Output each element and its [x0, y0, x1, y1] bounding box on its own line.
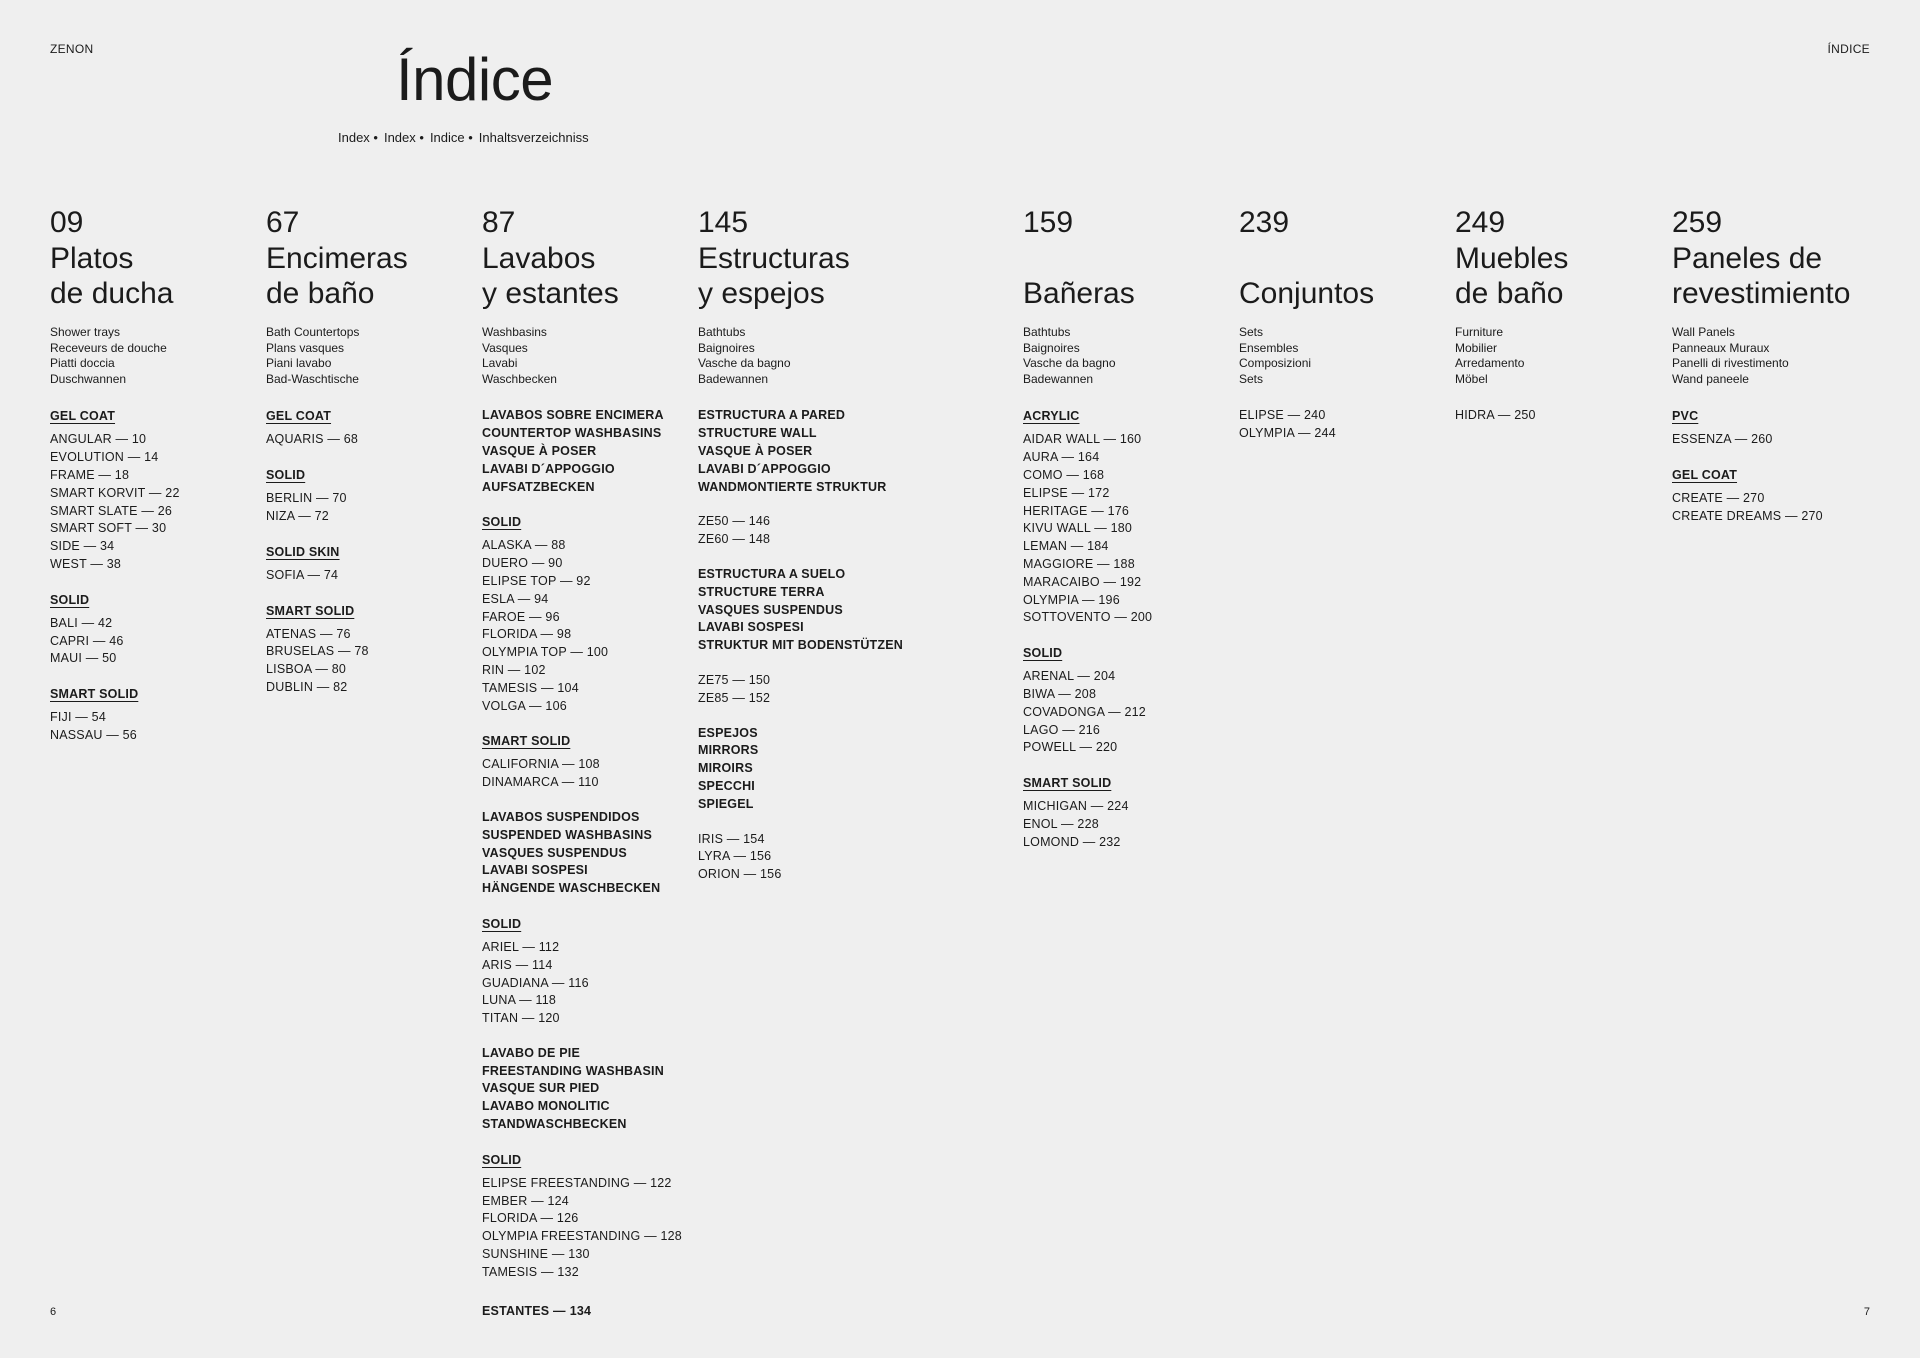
- index-entry[interactable]: OLYMPIA FREESTANDING — 128: [482, 1229, 682, 1244]
- index-group: [482, 809, 692, 898]
- heading-line: revestimiento: [1672, 277, 1851, 310]
- index-entry[interactable]: RIN — 102: [482, 662, 546, 677]
- subsection-title: LAVABI SOSPESI: [698, 620, 804, 635]
- index-entry[interactable]: LYRA — 156: [698, 849, 772, 864]
- index-entry[interactable]: ELIPSE FREESTANDING — 122: [482, 1175, 672, 1190]
- group-label: SOLID: [482, 916, 522, 931]
- subsection-title: HÄNGENDE WASCHBECKEN: [482, 881, 661, 896]
- section-translations: [698, 325, 908, 387]
- index-entry[interactable]: TAMESIS — 132: [482, 1264, 579, 1279]
- subsection-title: VASQUE À POSER: [482, 443, 597, 458]
- index-entry[interactable]: ALASKA — 88: [482, 538, 566, 553]
- section-page-number: 145: [698, 206, 749, 239]
- index-entry[interactable]: COVADONGA — 212: [1023, 704, 1146, 719]
- index-entry[interactable]: BRUSELAS — 78: [266, 644, 369, 659]
- subsection-title: VASQUES SUSPENDUS: [482, 845, 627, 860]
- subtitle-part: Index •: [338, 130, 378, 145]
- translation-line: Furniture: [1455, 325, 1504, 339]
- page-number-right: 7: [1863, 1306, 1870, 1318]
- group-label: SOLID SKIN: [266, 544, 340, 559]
- section-name: ÍNDICE: [1827, 42, 1870, 56]
- index-entry[interactable]: EMBER — 124: [482, 1193, 569, 1208]
- section-heading: [698, 241, 908, 311]
- index-entry[interactable]: SMART SLATE — 26: [50, 503, 172, 518]
- heading-line: Platos: [50, 242, 134, 275]
- index-entry[interactable]: MARACAIBO — 192: [1023, 574, 1142, 589]
- subtitle-part: Index •: [383, 130, 424, 145]
- page-title: Índice: [396, 46, 554, 113]
- index-group: [1239, 407, 1449, 443]
- index-group: [698, 407, 908, 496]
- subsection-title: LAVABO MONOLITIC: [482, 1099, 610, 1114]
- section-translations: [1239, 325, 1449, 387]
- index-entry[interactable]: SUNSHINE — 130: [482, 1247, 590, 1262]
- index-entry[interactable]: OLYMPIA — 244: [1239, 426, 1336, 441]
- translation-line: Waschbecken: [482, 371, 557, 386]
- index-entry[interactable]: COMO — 168: [1023, 467, 1105, 482]
- translation-line: Piani lavabo: [266, 356, 332, 371]
- translation-line: Bad-Waschtische: [266, 371, 359, 386]
- section-translations: [266, 325, 476, 387]
- estantes-entry[interactable]: [482, 1303, 591, 1321]
- group-label: SOLID: [482, 515, 522, 530]
- index-entry[interactable]: DINAMARCA — 110: [482, 775, 599, 790]
- index-group: [482, 407, 692, 496]
- group-label: SMART SOLID: [266, 603, 355, 618]
- index-entry[interactable]: ELIPSE — 172: [1023, 485, 1110, 500]
- heading-line: Encimeras: [266, 242, 408, 275]
- index-entry[interactable]: POWELL — 220: [1023, 740, 1118, 755]
- index-entry[interactable]: AIDAR WALL — 160: [1023, 432, 1142, 447]
- subsection-title: ESTRUCTURA A PARED: [698, 408, 846, 423]
- translation-line: Ensembles: [1239, 340, 1299, 355]
- group-label: GEL COAT: [1672, 468, 1738, 483]
- index-entry[interactable]: ZE50 — 146: [698, 514, 771, 529]
- index-entry[interactable]: ARIEL — 112: [482, 939, 560, 954]
- subsection-title: STRUKTUR MIT BODENSTÜTZEN: [698, 638, 903, 653]
- index-entry[interactable]: ZE75 — 150: [698, 672, 771, 687]
- index-entry[interactable]: ELIPSE — 240: [1239, 408, 1326, 423]
- section-page-number: 239: [1239, 206, 1290, 239]
- subsection-title: AUFSATZBECKEN: [482, 479, 595, 494]
- index-group: [1455, 407, 1665, 425]
- section-translations: [1672, 325, 1882, 387]
- heading-line: Conjuntos: [1239, 277, 1375, 310]
- index-entry[interactable]: BERLIN — 70: [266, 491, 347, 506]
- index-group: [266, 407, 476, 449]
- subsection-title: WANDMONTIERTE STRUKTUR: [698, 479, 887, 494]
- translation-line: Wall Panels: [1672, 325, 1735, 339]
- index-entry[interactable]: FRAME — 18: [50, 467, 130, 482]
- index-entry[interactable]: ELIPSE TOP — 92: [482, 573, 591, 588]
- index-group: [698, 725, 908, 814]
- heading-line: Paneles de: [1672, 242, 1823, 275]
- index-entry[interactable]: BIWA — 208: [1023, 686, 1097, 701]
- translation-line: Bathtubs: [1023, 325, 1071, 339]
- index-entry[interactable]: ANGULAR — 10: [50, 432, 147, 447]
- brand-name: ZENON: [50, 42, 94, 56]
- translation-line: Shower trays: [50, 325, 121, 339]
- translation-line: Mobilier: [1455, 340, 1498, 355]
- index-entry[interactable]: IRIS — 154: [698, 831, 765, 846]
- group-label: SOLID: [1023, 646, 1063, 661]
- group-label: SOLID: [482, 1152, 522, 1167]
- index-entry[interactable]: TITAN — 120: [482, 1011, 560, 1026]
- index-group: [482, 732, 692, 792]
- heading-line: y estantes: [482, 277, 619, 310]
- section-translations: [1023, 325, 1233, 387]
- index-entry[interactable]: CAPRI — 46: [50, 633, 124, 648]
- subsection-title: MIROIRS: [698, 761, 753, 776]
- subsection-title: ESPEJOS: [698, 725, 758, 740]
- subsection-title: VASQUES SUSPENDUS: [698, 602, 843, 617]
- subsection-title: MIRRORS: [698, 743, 759, 758]
- subsection-title: SPECCHI: [698, 778, 755, 793]
- section-groups: [1672, 407, 1882, 525]
- translation-line: Bath Countertops: [266, 325, 360, 339]
- index-entry[interactable]: LUNA — 118: [482, 993, 557, 1008]
- section-groups: [1455, 407, 1665, 425]
- translation-line: Duschwannen: [50, 371, 127, 386]
- subsection-title: COUNTERTOP WASHBASINS: [482, 426, 662, 441]
- subsection-title: SUSPENDED WASHBASINS: [482, 827, 652, 842]
- subsection-title: LAVABI D´APPOGGIO: [698, 461, 831, 476]
- index-entry[interactable]: SMART KORVIT — 22: [50, 485, 180, 500]
- heading-line: de ducha: [50, 277, 174, 310]
- section-page-number: 159: [1023, 206, 1074, 239]
- subsection-title: LAVABI D´APPOGGIO: [482, 461, 615, 476]
- section-page-number: 259: [1672, 206, 1723, 239]
- translation-line: Sets: [1239, 325, 1264, 339]
- index-group: [698, 831, 908, 884]
- translation-line: Bathtubs: [698, 325, 746, 339]
- translation-line: Panneaux Muraux: [1672, 340, 1770, 355]
- translation-line: Vasche da bagno: [698, 356, 791, 371]
- index-entry[interactable]: VOLGA — 106: [482, 698, 567, 713]
- index-entry[interactable]: LISBOA — 80: [266, 662, 347, 677]
- subsection-title: LAVABO DE PIE: [482, 1045, 580, 1060]
- section-groups: [1023, 407, 1233, 851]
- heading-line: de baño: [1455, 277, 1564, 310]
- group-label: GEL COAT: [266, 409, 332, 424]
- group-label: SOLID: [50, 592, 90, 607]
- group-label: SOLID: [266, 468, 306, 483]
- subsection-title: STRUCTURE WALL: [698, 426, 817, 441]
- index-entry[interactable]: ARIS — 114: [482, 957, 553, 972]
- section-translations: [50, 325, 260, 387]
- translation-line: Baignoires: [698, 340, 755, 355]
- section-heading: [1672, 241, 1882, 311]
- index-entry[interactable]: SMART SOFT — 30: [50, 521, 167, 536]
- section-groups: [1239, 407, 1449, 443]
- page-number-left: 6: [50, 1306, 57, 1318]
- translation-line: Plans vasques: [266, 340, 345, 355]
- heading-line: [1023, 241, 1233, 276]
- index-entry[interactable]: SOFIA — 74: [266, 567, 339, 582]
- heading-line: Bañeras: [1023, 277, 1135, 310]
- subtitle-part: Inhaltsverzeichniss: [478, 130, 589, 145]
- index-entry[interactable]: LAGO — 216: [1023, 722, 1101, 737]
- section-page-number: 67: [266, 206, 300, 239]
- index-group: [266, 602, 476, 697]
- subsection-title: STRUCTURE TERRA: [698, 584, 825, 599]
- index-entry[interactable]: BALI — 42: [50, 615, 113, 630]
- heading-line: Muebles: [1455, 242, 1569, 275]
- index-group: [482, 1045, 692, 1134]
- index-group: [266, 466, 476, 526]
- group-label: PVC: [1672, 409, 1699, 424]
- index-entry[interactable]: WEST — 38: [50, 556, 122, 571]
- index-entry[interactable]: NASSAU — 56: [50, 727, 137, 742]
- heading-line: de baño: [266, 277, 375, 310]
- group-label: ACRYLIC: [1023, 409, 1080, 424]
- section-heading: [1239, 241, 1449, 311]
- translation-line: Möbel: [1455, 371, 1488, 386]
- section-translations: [482, 325, 692, 387]
- section-heading: [482, 241, 692, 311]
- heading-line: Lavabos: [482, 242, 596, 275]
- group-label: SMART SOLID: [1023, 776, 1112, 791]
- index-entry[interactable]: EVOLUTION — 14: [50, 450, 159, 465]
- group-label: SMART SOLID: [482, 734, 571, 749]
- index-entry[interactable]: OLYMPIA — 196: [1023, 592, 1120, 607]
- index-entry[interactable]: CREATE DREAMS — 270: [1672, 508, 1823, 523]
- index-entry[interactable]: DUERO — 90: [482, 556, 563, 571]
- translation-line: Piatti doccia: [50, 356, 115, 371]
- index-entry[interactable]: HERITAGE — 176: [1023, 503, 1130, 518]
- index-group: [266, 543, 476, 585]
- index-group: [1023, 407, 1233, 627]
- subtitle-part: Indice •: [429, 130, 473, 145]
- index-entry[interactable]: CALIFORNIA — 108: [482, 757, 600, 772]
- index-entry[interactable]: LEMAN — 184: [1023, 539, 1109, 554]
- index-group: [50, 685, 260, 745]
- index-entry[interactable]: MAGGIORE — 188: [1023, 556, 1135, 571]
- index-group: [50, 591, 260, 668]
- index-entry[interactable]: SOTTOVENTO — 200: [1023, 610, 1153, 625]
- subsection-title: STANDWASCHBECKEN: [482, 1117, 627, 1132]
- group-label: SMART SOLID: [50, 687, 139, 702]
- section-heading: [1023, 241, 1233, 311]
- index-entry[interactable]: SIDE — 34: [50, 539, 115, 554]
- index-entry[interactable]: ZE85 — 152: [698, 690, 771, 705]
- index-entry[interactable]: NIZA — 72: [266, 508, 329, 523]
- index-entry[interactable]: ATENAS — 76: [266, 626, 351, 641]
- index-entry[interactable]: CREATE — 270: [1672, 491, 1765, 506]
- index-column: [266, 205, 476, 714]
- heading-line: [1239, 241, 1449, 276]
- translation-line: Badewannen: [1023, 371, 1094, 386]
- subsection-title: SPIEGEL: [698, 796, 754, 811]
- index-entry[interactable]: ZE60 — 148: [698, 532, 771, 547]
- section-groups: [482, 407, 692, 1281]
- translation-line: Washbasins: [482, 325, 547, 339]
- index-entry[interactable]: FLORIDA — 98: [482, 627, 572, 642]
- subsection-title: ESTRUCTURA A SUELO: [698, 566, 846, 581]
- section-heading: [1455, 241, 1665, 311]
- index-entry[interactable]: AQUARIS — 68: [266, 432, 359, 447]
- index-entry[interactable]: DUBLIN — 82: [266, 679, 348, 694]
- group-label: GEL COAT: [50, 409, 116, 424]
- index-entry[interactable]: FLORIDA — 126: [482, 1211, 579, 1226]
- section-groups: [50, 407, 260, 744]
- translation-line: Sets: [1239, 371, 1264, 386]
- translation-line: Arredamento: [1455, 356, 1525, 371]
- section-page-number: 249: [1455, 206, 1506, 239]
- index-group: [698, 566, 908, 655]
- index-column: [1023, 205, 1233, 869]
- section-page-number: 87: [482, 206, 516, 239]
- index-column: [1672, 205, 1882, 543]
- section-heading: [50, 241, 260, 311]
- index-entry[interactable]: ARENAL — 204: [1023, 669, 1116, 684]
- section-groups: [698, 407, 908, 884]
- translation-line: Receveurs de douche: [50, 340, 167, 355]
- index-entry[interactable]: ENOL — 228: [1023, 816, 1099, 831]
- index-column: [482, 205, 692, 1299]
- section-groups: [266, 407, 476, 696]
- translation-line: Lavabi: [482, 356, 518, 371]
- index-entry[interactable]: KIVU WALL — 180: [1023, 521, 1133, 536]
- index-entry[interactable]: MAUI — 50: [50, 651, 117, 666]
- index-entry[interactable]: ESSENZA — 260: [1672, 432, 1773, 447]
- index-group: [1672, 466, 1882, 526]
- translation-line: Badewannen: [698, 371, 769, 386]
- estantes-label: ESTANTES —: [482, 1304, 566, 1318]
- translation-line: Baignoires: [1023, 340, 1080, 355]
- index-group: [482, 1151, 692, 1282]
- section-translations: [1455, 325, 1665, 387]
- index-group: [482, 513, 692, 715]
- subsection-title: VASQUE SUR PIED: [482, 1081, 600, 1096]
- index-column: [1239, 205, 1449, 460]
- index-entry[interactable]: ORION — 156: [698, 867, 782, 882]
- index-entry[interactable]: MICHIGAN — 224: [1023, 799, 1129, 814]
- index-group: [1023, 644, 1233, 757]
- index-column: [1455, 205, 1665, 442]
- translation-line: Vasche da bagno: [1023, 356, 1116, 371]
- index-entry[interactable]: OLYMPIA TOP — 100: [482, 645, 609, 660]
- index-group: [698, 513, 908, 549]
- index-group: [1023, 774, 1233, 851]
- index-group: [482, 915, 692, 1028]
- index-entry[interactable]: FAROE — 96: [482, 609, 560, 624]
- translation-line: Wand paneele: [1672, 371, 1749, 386]
- index-entry[interactable]: LOMOND — 232: [1023, 834, 1121, 849]
- index-column: [50, 205, 260, 762]
- translation-line: Vasques: [482, 340, 528, 355]
- page-subtitle: [338, 130, 595, 145]
- index-group: [698, 672, 908, 708]
- index-entry[interactable]: TAMESIS — 104: [482, 680, 579, 695]
- index-group: [50, 407, 260, 573]
- translation-line: Composizioni: [1239, 356, 1312, 371]
- section-page-number: 09: [50, 206, 84, 239]
- subsection-title: FREESTANDING WASHBASIN: [482, 1063, 664, 1078]
- heading-line: y espejos: [698, 277, 825, 310]
- index-entry[interactable]: ESLA — 94: [482, 591, 549, 606]
- index-entry[interactable]: HIDRA — 250: [1455, 408, 1536, 423]
- index-column: [698, 205, 908, 901]
- subsection-title: LAVABOS SUSPENDIDOS: [482, 809, 640, 824]
- heading-line: Estructuras: [698, 242, 850, 275]
- section-heading: [266, 241, 476, 311]
- index-entry[interactable]: GUADIANA — 116: [482, 975, 589, 990]
- subsection-title: LAVABI SOSPESI: [482, 863, 588, 878]
- subsection-title: VASQUE À POSER: [698, 443, 813, 458]
- translation-line: Panelli di rivestimento: [1672, 356, 1789, 371]
- index-entry[interactable]: AURA — 164: [1023, 450, 1100, 465]
- estantes-page: 134: [569, 1304, 592, 1318]
- index-entry[interactable]: FIJI — 54: [50, 710, 106, 725]
- subsection-title: LAVABOS SOBRE ENCIMERA: [482, 408, 664, 423]
- index-group: [1672, 407, 1882, 449]
